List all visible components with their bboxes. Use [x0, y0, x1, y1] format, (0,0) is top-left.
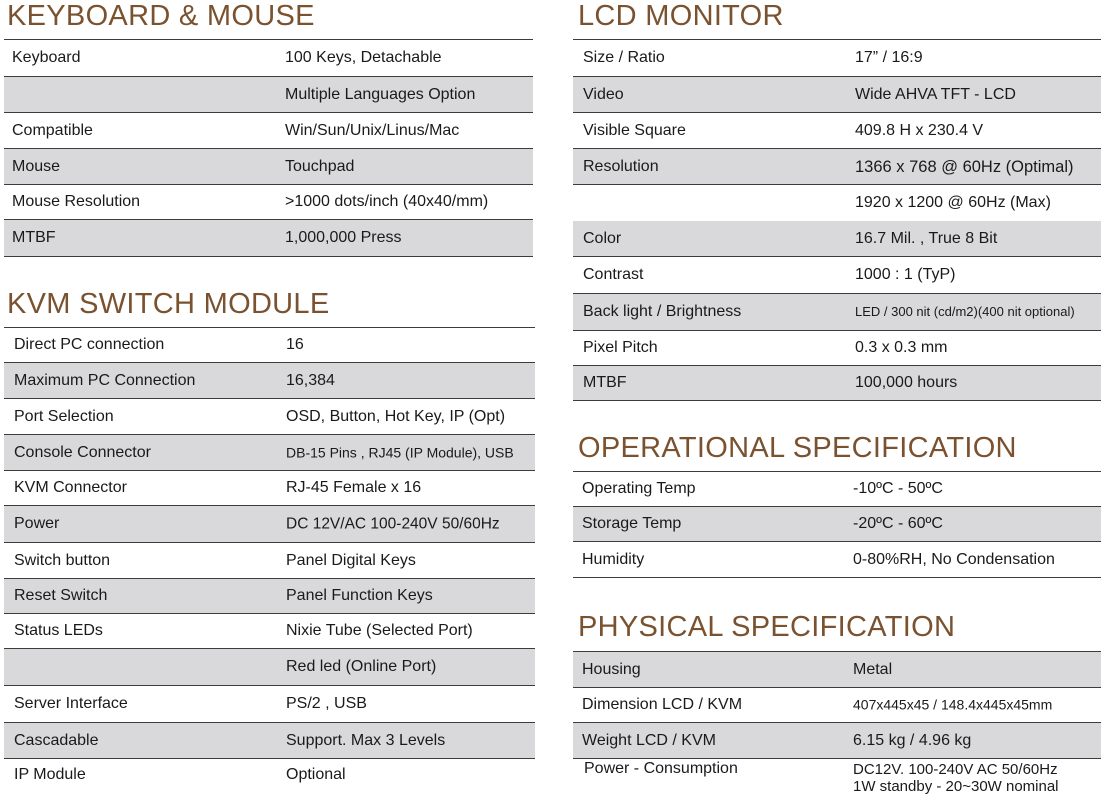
- table-row: [573, 759, 1101, 797]
- table-row: [573, 331, 1101, 366]
- row-value: Metal: [853, 660, 893, 678]
- table-row: [4, 471, 535, 506]
- table-row: [573, 688, 1101, 723]
- row-label: Mouse Resolution: [12, 193, 141, 211]
- row-label: Weight LCD / KVM: [582, 731, 716, 749]
- row-value: 1366 x 768 @ 60Hz (Optimal): [855, 157, 1074, 176]
- row-value: 100,000 hours: [855, 374, 958, 392]
- row-label: Dimension LCD / KVM: [582, 696, 743, 714]
- row-value: 16: [286, 336, 304, 354]
- table-row: [4, 185, 533, 220]
- row-value: 1920 x 1200 @ 60Hz (Max): [855, 194, 1051, 212]
- table-row: [4, 113, 533, 149]
- row-label: Switch button: [14, 551, 111, 569]
- row-value: 1000 : 1 (TyP): [855, 266, 956, 284]
- lcd-monitor-section: [573, 0, 1101, 400]
- table-row: [573, 113, 1101, 149]
- row-value: 407x445x45 / 148.4x445x45mm: [853, 696, 1053, 713]
- row-value: 6.15 kg / 4.96 kg: [853, 731, 972, 749]
- row-label: Resolution: [583, 157, 659, 175]
- row-value: Optional: [286, 766, 346, 784]
- table-row: [4, 614, 535, 649]
- row-label: Color: [583, 229, 622, 247]
- table-row: [4, 40, 533, 77]
- table-row: [573, 366, 1101, 401]
- row-value: 409.8 H x 230.4 V: [855, 121, 984, 139]
- row-value-line2: 1W standby - 20~30W nominal: [853, 778, 1059, 796]
- row-label: Cascadable: [14, 731, 99, 749]
- table-row: [4, 543, 535, 579]
- keyboard-mouse-title: KEYBOARD & MOUSE: [7, 0, 315, 32]
- row-label: Compatible: [12, 121, 93, 139]
- row-label: Size / Ratio: [583, 49, 665, 67]
- row-value: DC 12V/AC 100-240V 50/60Hz: [286, 515, 500, 533]
- row-value: Panel Digital Keys: [286, 551, 416, 569]
- table-row: [573, 507, 1101, 542]
- row-label: Server Interface: [14, 695, 128, 713]
- row-label: KVM Connector: [14, 479, 127, 497]
- row-label: Port Selection: [14, 407, 114, 425]
- kvm-switch-title: KVM SWITCH MODULE: [7, 288, 330, 320]
- table-row: [573, 652, 1101, 688]
- row-label: Console Connector: [14, 443, 151, 461]
- row-value: 17” / 16:9: [855, 49, 923, 67]
- operational-table: [573, 471, 1101, 578]
- table-row: [573, 149, 1101, 185]
- table-row: [573, 257, 1101, 294]
- row-value: 1,000,000 Press: [285, 229, 402, 247]
- kvm-switch-table: [4, 327, 535, 791]
- table-row: [4, 328, 535, 363]
- keyboard-mouse-section: [4, 0, 533, 260]
- table-row: [4, 363, 535, 399]
- table-row: [4, 506, 535, 543]
- table-row: [573, 472, 1101, 507]
- table-row: [4, 579, 535, 614]
- table-row: [573, 294, 1101, 331]
- table-row: [4, 759, 535, 791]
- table-row: [4, 686, 535, 723]
- row-label: Humidity: [582, 550, 645, 568]
- row-value: DB-15 Pins , RJ45 (IP Module), USB: [286, 443, 514, 460]
- row-value: Touchpad: [285, 157, 355, 175]
- table-row: [573, 185, 1101, 221]
- row-value: RJ-45 Female x 16: [286, 479, 422, 497]
- kvm-switch-section: [4, 288, 535, 807]
- row-value: -10ºC - 50ºC: [853, 480, 943, 498]
- row-value: Red led (Online Port): [286, 658, 437, 676]
- table-row: [573, 40, 1101, 77]
- keyboard-mouse-table: [4, 39, 533, 257]
- row-label: Power: [14, 515, 60, 533]
- row-label: Visible Square: [583, 121, 686, 139]
- row-value: Support. Max 3 Levels: [286, 731, 446, 749]
- row-value: PS/2 , USB: [286, 695, 367, 713]
- row-value: 16,384: [286, 371, 335, 389]
- row-label: MTBF: [12, 229, 56, 247]
- row-value: LED / 300 nit (cd/m2)(400 nit optional): [855, 303, 1075, 319]
- table-row: [573, 77, 1101, 113]
- physical-section: [573, 611, 1101, 807]
- row-value: DC12V. 100-240V AC 50/60Hz: [853, 761, 1058, 779]
- row-label: Power - Consumption: [584, 760, 738, 778]
- row-label: Maximum PC Connection: [14, 371, 196, 389]
- row-value: 0-80%RH, No Condensation: [853, 550, 1055, 568]
- row-value: 100 Keys, Detachable: [285, 49, 442, 67]
- row-value: Nixie Tube (Selected Port): [286, 622, 473, 640]
- table-row: [4, 649, 535, 686]
- operational-title: OPERATIONAL SPECIFICATION: [578, 432, 1017, 464]
- row-value: 0.3 x 0.3 mm: [855, 339, 948, 357]
- table-row: [4, 723, 535, 759]
- row-label: Mouse: [12, 157, 61, 175]
- table-row: [4, 220, 533, 257]
- lcd-monitor-title: LCD MONITOR: [578, 0, 784, 32]
- row-label: Direct PC connection: [14, 336, 165, 354]
- table-row: [573, 723, 1101, 759]
- table-row: [573, 542, 1101, 578]
- row-value: OSD, Button, Hot Key, IP (Opt): [286, 407, 506, 425]
- row-value: >1000 dots/inch (40x40/mm): [285, 193, 489, 211]
- lcd-monitor-table: [573, 39, 1101, 401]
- row-label: MTBF: [583, 374, 627, 392]
- table-row: [4, 399, 535, 435]
- row-label: Storage Temp: [582, 515, 682, 533]
- row-value: Win/Sun/Unix/Linus/Mac: [285, 121, 460, 139]
- table-row: [4, 77, 533, 113]
- row-label: Keyboard: [12, 49, 81, 67]
- table-row: [4, 435, 535, 471]
- row-value: Multiple Languages Option: [285, 85, 476, 103]
- row-label: Video: [583, 85, 624, 103]
- operational-section: [573, 432, 1101, 582]
- row-label: Contrast: [583, 266, 644, 284]
- row-label: Pixel Pitch: [583, 339, 658, 357]
- row-value: Panel Function Keys: [286, 587, 433, 605]
- row-label: Back light / Brightness: [583, 303, 742, 321]
- physical-title: PHYSICAL SPECIFICATION: [578, 611, 956, 643]
- row-value: -20ºC - 60ºC: [853, 515, 943, 533]
- table-row: [4, 149, 533, 185]
- physical-table: [573, 651, 1101, 797]
- row-value: 16.7 Mil. , True 8 Bit: [855, 229, 998, 247]
- table-row: [573, 221, 1101, 257]
- row-label: Reset Switch: [14, 587, 108, 605]
- row-label: Operating Temp: [582, 480, 696, 498]
- row-value: Wide AHVA TFT - LCD: [855, 85, 1016, 103]
- row-label: Status LEDs: [14, 622, 103, 640]
- row-label: IP Module: [14, 766, 86, 784]
- row-label: Housing: [582, 660, 641, 678]
